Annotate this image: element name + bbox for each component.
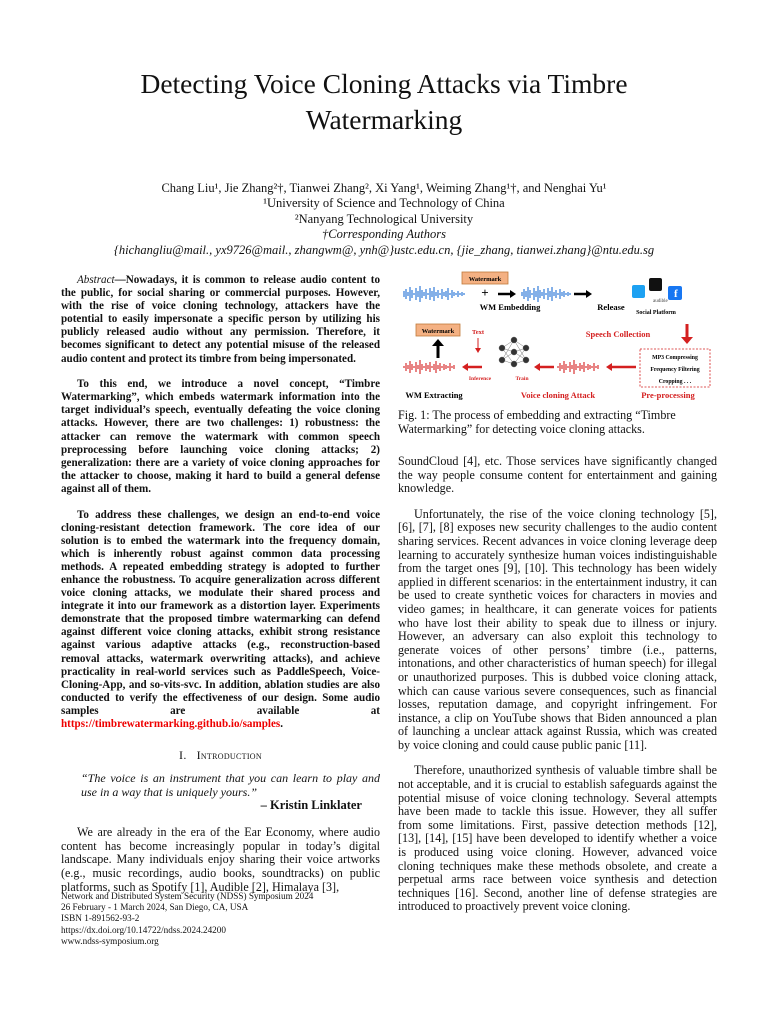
arrow-inference-head xyxy=(462,363,468,371)
abstract xyxy=(61,274,380,731)
crop-label: Cropping . . . xyxy=(658,379,692,385)
abstract-p3: To address these challenges, we design an end-to-end voice cloning-resistant detection framework. The core idea of our solution is to embed the watermark into the frequency domain, which is inherently robust against common data processing methods. A repeated embedding strategy is adopted to further enhance the robustness. To acquire generalization across different voice cloning attacks, we modulate their shared process and integrate it into our framework as a distortion layer. Experiments demonstrate that the proposed timbre watermarking can defend against different voice cloning attacks, exhibit strong resistance against various adaptive attacks (e.g., reconstruction-based removal attacks, watermark overwriting attacks), and achieve practicality in real-world services such as PaddleSpeech, Voice-Cloning-App, and so-vits-svc. In addition, ablation studies are also conducted to verify the effectiveness of our design. Some audio samples are available at xyxy=(61,508,380,717)
inference-label: Inference xyxy=(468,376,492,382)
text-label: Text xyxy=(471,329,485,336)
abstract-lead: Abstract xyxy=(77,274,115,286)
corresponding-note: †Corresponding Authors xyxy=(322,227,446,242)
waveform-watermarked xyxy=(522,286,570,302)
arrow-text-head xyxy=(475,348,481,353)
epigraph-author: – Kristin Linklater xyxy=(260,797,362,812)
arrow-release-head xyxy=(586,290,592,298)
figure-1 xyxy=(398,270,720,402)
arrow-train-head xyxy=(534,363,540,371)
preprocessing-box xyxy=(640,349,710,387)
author-block xyxy=(60,181,708,258)
author-names: Chang Liu¹, Jie Zhang²†, Tianwei Zhang², Xi Yang¹, Weiming Zhang¹†, and Nenghai Yu¹ xyxy=(161,181,607,195)
footnote-line-1: Network and Distributed System Security (NDSS) Symposium 2024 xyxy=(61,891,314,901)
intro-paragraph-3: Unfortunately, the rise of the voice cloning technology [5], [6], [7], [8] exposes new security challenges to the audio content sharing services. Recent advances in voice cloning leverage deep learning to accurately synthesize human voices indistinguishable from the target ones [9], [10]. This technology has been widely applied in different scenarios: in the entertainment industry, it can be used to create synthetic voices for characters in movies and video games; in healthcare, it can generate voices for patients who have lost their ability to speak due to illness or injury. However, an adversary can also exploit this technology to generate voices of other persons’ timbre (i.e., patterns, intonations, and other characteristics of human speech) for illegal or unauthorized purposes. This is dubbed voice cloning attack, which can cause various severe consequences, such as financial losses, reputation damage, and copyright infringement. For instance, a clip on YouTube shows that Biden announced a plan of launching a unclear attack against Russia, which was created by voice cloning and could cause public panic [11]. xyxy=(398,506,717,752)
arrow-extract-head xyxy=(432,339,444,346)
footnote-line-2: 26 February - 1 March 2024, San Diego, CA, USA xyxy=(61,902,249,913)
facebook-glyph: f xyxy=(674,288,678,300)
footnote-line-3: ISBN 1-891562-93-2 xyxy=(61,913,140,924)
audible-icon: audible xyxy=(653,299,668,304)
section-number: I. xyxy=(179,748,187,763)
arrow-embed-head xyxy=(510,290,516,298)
vc-attack-label: Voice cloning Attack xyxy=(520,390,596,400)
watermark-label-bottom: Watermark xyxy=(421,328,455,335)
wm-embedding-label: WM Embedding xyxy=(479,302,541,312)
plus-sign: + xyxy=(481,285,489,300)
abstract-p2: To this end, we introduce a novel concept, “Timbre Watermarking”, which embeds watermark information into the target individual’s speech, eventually defeating the voice cloning attacks. However, there are two challenges: 1) robustness: the attacker can remove the watermark with common speech preprocessing before launching voice cloning attacks; 2) generalization: there are a variety of voice cloning approaches for the attacker to choose, making it hard to build a general defense against all of them. xyxy=(61,378,380,495)
intro-paragraph-1: We are already in the era of the Ear Economy, where audio content has become increasingly popular in today’s digital landscape. Many individuals enjoy sharing their voice artworks (e.g., music recordings, audio books, soundtracks) on public platforms, such as Spotify [1], Audible [2], Himalaya [3], xyxy=(61,825,380,894)
section-heading xyxy=(61,749,380,763)
footnote-line-5: www.ndss-symposium.org xyxy=(61,935,159,946)
release-label: Release xyxy=(597,302,625,312)
samples-link[interactable]: https://timbrewatermarking.github.io/samples xyxy=(61,718,281,730)
paper-title: Detecting Voice Cloning Attacks via Timbre Watermarking xyxy=(140,68,628,135)
freq-label: Frequency Filtering xyxy=(650,367,700,373)
twitter-icon xyxy=(632,285,645,298)
train-label: Train xyxy=(515,376,529,382)
arrow-preprocess-head xyxy=(606,363,612,371)
mp3-label: MP3 Compressing xyxy=(652,355,698,361)
arrow-collect-head xyxy=(681,337,693,344)
conference-footnote xyxy=(61,891,391,947)
waveform-cloned xyxy=(404,360,456,374)
tiktok-icon xyxy=(649,278,662,291)
section-name: Introduction xyxy=(196,748,262,763)
author-emails: {hichangliu@mail., yx9726@mail., zhangwm@, ynh@}ustc.edu.cn, {jie_zhang, tianwei.zhang}@ntu.edu.sg xyxy=(113,242,655,257)
epigraph-quote: “The voice is an instrument that you can learn to play and use in a way that is uniquely yours.” xyxy=(81,770,380,799)
intro-paragraph-2: SoundCloud [4], etc. Those services have significantly changed the way people consume content for entertainment and gaining knowledge. xyxy=(398,454,717,496)
left-column xyxy=(61,274,380,906)
figure-caption: Fig. 1: The process of embedding and extracting “Timbre Watermarking” for detecting voice cloning attacks. xyxy=(398,408,676,436)
abstract-p3-end: . xyxy=(280,718,283,730)
neural-network-icon xyxy=(499,337,529,367)
social-platform-label: Social Platform xyxy=(636,310,676,316)
affiliation-1: ¹University of Science and Technology of China xyxy=(263,196,505,211)
wm-extracting-label: WM Extracting xyxy=(405,390,463,400)
footnote-line-4: https://dx.doi.org/10.14722/ndss.2024.24200 xyxy=(61,924,226,935)
waveform-input xyxy=(402,286,466,302)
waveform-processed xyxy=(558,360,600,374)
right-column xyxy=(398,455,717,926)
social-platform-icons xyxy=(632,278,682,316)
speech-collection-label: Speech Collection xyxy=(585,329,651,339)
intro-paragraph-4: Therefore, unauthorized synthesis of valuable timbre shall be not acceptable, and it is crucial to establish safeguards against the potential misuse of voice cloning technology. Several attempts have been made to tackle this issue. However, they all suffer from some limitations. First, passive detection methods [12], [13], [14], [15] have been developed to identify whether a voice is produced using voice cloning. However, advanced voice cloning techniques make these methods obsolete, and create a perpetual arms race between voice synthesis and detection techniques [16]. Second, another line of defense strategies are introduced to proactively prevent voice cloning. xyxy=(398,763,717,914)
watermark-label-top: Watermark xyxy=(468,276,502,283)
abstract-p1: —Nowadays, it is common to release audio content to the public, for social sharing or commercial purposes. However, with the rise of voice cloning technology, attackers have the potential to easily impersonate a specific person by utilizing his publicly released audio without any permission. Therefore, it becomes significant to detect any potential misuse of the released audio content and protect its timbre from being impersonated. xyxy=(61,274,380,365)
affiliation-2: ²Nanyang Technological University xyxy=(294,211,474,226)
preprocessing-label: Pre-processing xyxy=(641,390,695,400)
